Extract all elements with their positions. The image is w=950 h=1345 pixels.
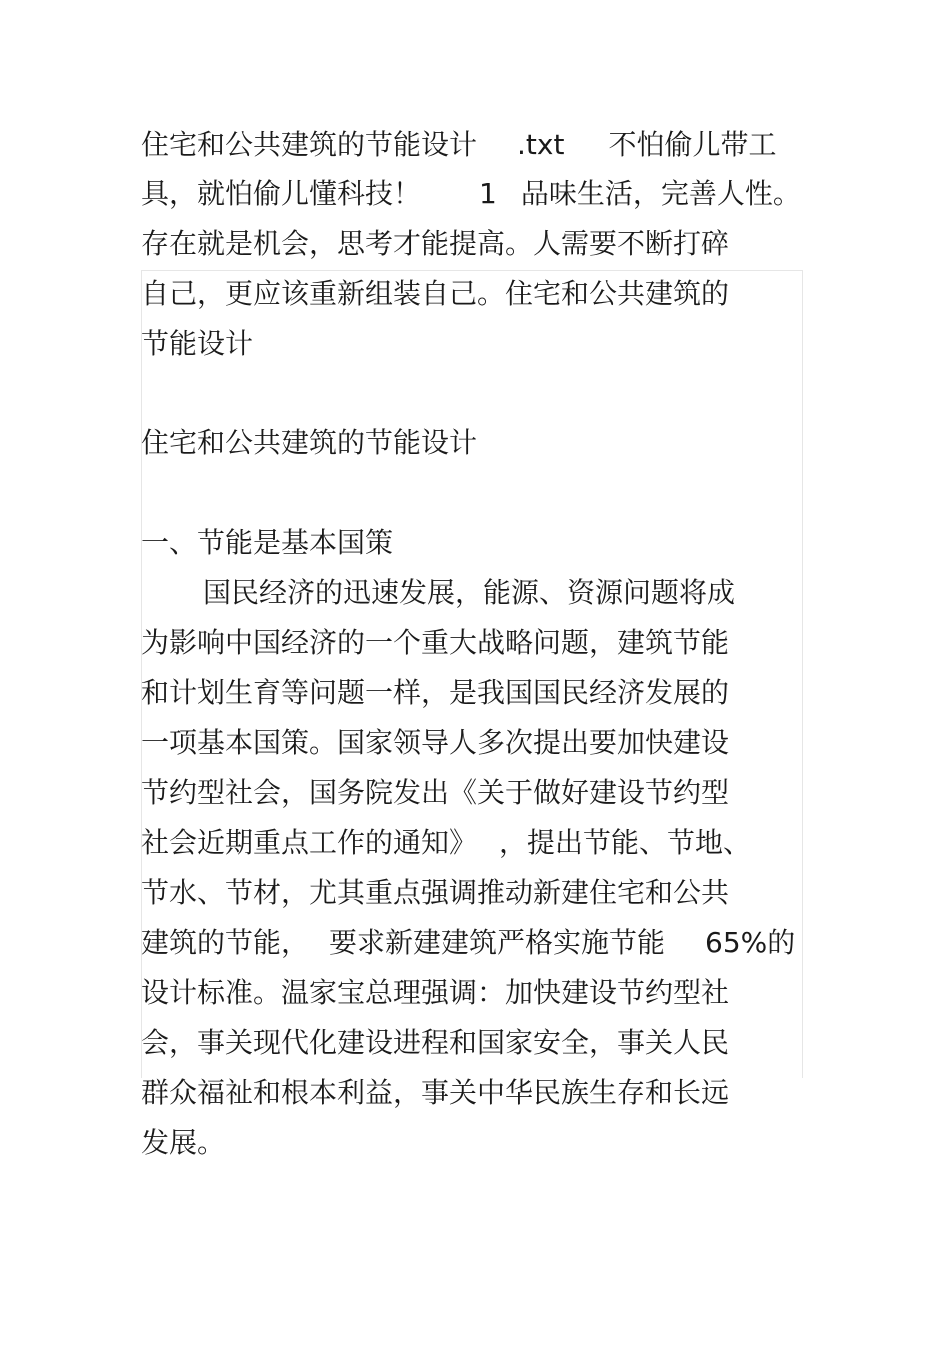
file-extension-text: .txt <box>517 128 565 161</box>
header-text: 住宅和公共建筑的节能设计 <box>141 128 478 161</box>
header-text: 不怕偷儿带工 <box>608 128 777 161</box>
paragraph-text: 社会近期重点工作的通知》 <box>141 826 478 859</box>
header-line-2 <box>141 177 801 211</box>
paragraph-line: 为影响中国经济的一个重大战略问题，建筑节能 <box>141 626 730 659</box>
paragraph-line <box>141 926 795 960</box>
paragraph-line: 会，事关现代化建设进程和国家安全，事关人民 <box>141 1026 730 1059</box>
header-line-4: 自己，更应该重新组装自己。住宅和公共建筑的 <box>141 277 730 310</box>
paragraph-line: 群众福祉和根本利益，事关中华民族生存和长远 <box>141 1076 730 1109</box>
section-heading: 一、节能是基本国策 <box>141 526 394 559</box>
paragraph-text: ，提出节能、节地、 <box>499 826 752 859</box>
paragraph-line: 节约型社会，国务院发出《关于做好建设节约型 <box>141 776 730 809</box>
paragraph-line: 节水、节材，尤其重点强调推动新建住宅和公共 <box>141 876 730 909</box>
paragraph-line: 国民经济的迅速发展，能源、资源问题将成 <box>203 576 736 609</box>
document-title: 住宅和公共建筑的节能设计 <box>141 426 478 459</box>
paragraph-line <box>141 826 751 860</box>
paragraph-line: 一项基本国策。国家领导人多次提出要加快建设 <box>141 726 730 759</box>
header-text: 品味生活，完善人性。 <box>520 177 801 210</box>
paragraph-text: 要求新建建筑严格实施节能 <box>329 926 666 959</box>
header-text: 具，就怕偷儿懂科技！ <box>141 177 422 210</box>
paragraph-line: 发展。 <box>141 1126 226 1159</box>
header-line-1 <box>141 128 776 162</box>
number-text: 1 <box>479 177 497 210</box>
paragraph-line: 和计划生育等问题一样，是我国国民经济发展的 <box>141 676 730 709</box>
paragraph-line: 设计标准。温家宝总理强调：加快建设节约型社 <box>141 976 730 1009</box>
header-line-3: 存在就是机会，思考才能提高。人需要不断打碎 <box>141 227 730 260</box>
paragraph-text: 建筑的节能， <box>141 926 310 959</box>
header-line-5: 节能设计 <box>141 327 254 360</box>
percentage-text: 65%的 <box>705 926 796 959</box>
